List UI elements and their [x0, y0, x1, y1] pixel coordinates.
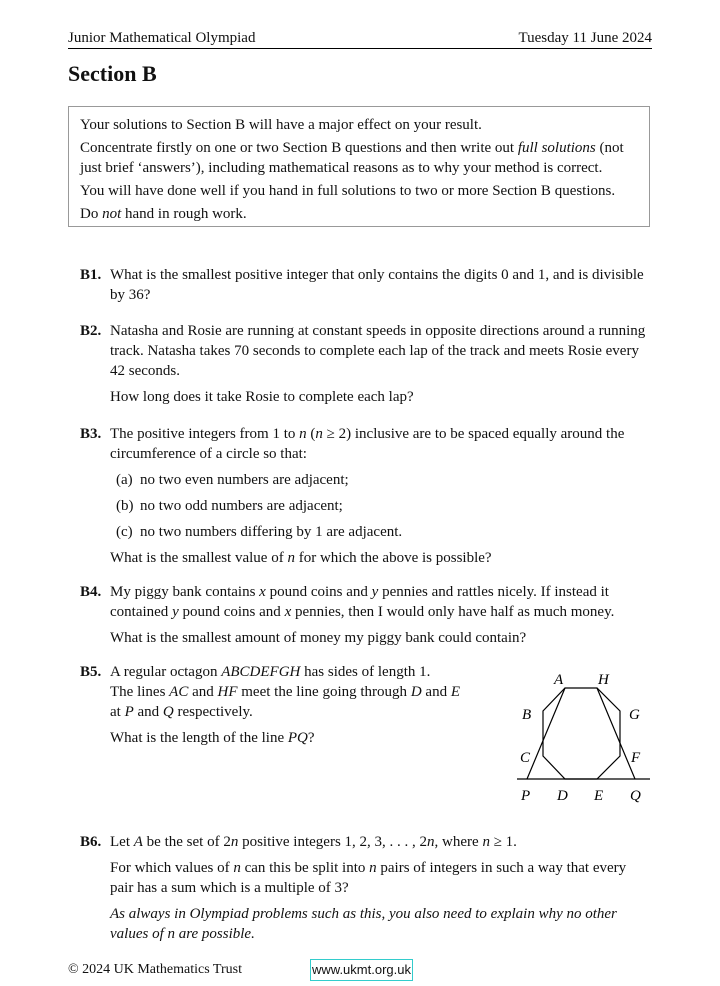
condition-a: (a) no two even numbers are adjacent;	[116, 472, 349, 488]
question-number: B5.	[80, 664, 102, 680]
question-prompt: For which values of n can this be split into n pairs of integers in such a way that every pair has a sum which is a multiple of 3?	[110, 860, 627, 896]
question-text: A regular octagon ABCDEFGH has sides of length 1. The lines AC and HF meet the line going through D and E at P and Q respectively.	[110, 664, 460, 720]
question-text: What is the smallest positive integer that only contains the digits 0 and 1, and is divisible by 36?	[110, 267, 644, 303]
question-prompt: What is the smallest amount of money my piggy bank could contain?	[110, 630, 527, 646]
question-text: My piggy bank contains x pound coins and y pennies and rattles nicely. If instead it contained y pound coins and x pennies, then I would only have half as much money.	[110, 584, 615, 620]
octagon-diagram	[505, 666, 655, 806]
label-d: D	[557, 788, 568, 804]
olympiad-note: As always in Olympiad problems such as this, you also need to explain why no other values of n are possible.	[110, 906, 617, 942]
instruction-line: Your solutions to Section B will have a major effect on your result.	[80, 117, 482, 133]
line-hf	[597, 688, 635, 779]
line-ac	[527, 688, 565, 779]
question-number: B3.	[80, 426, 102, 442]
condition-c: (c) no two numbers differing by 1 are adjacent.	[116, 524, 403, 540]
question-text: Let A be the set of 2n positive integers 1, 2, 3, . . . , 2n, where n ≥ 1.	[110, 834, 517, 850]
question-b2	[80, 321, 652, 407]
ukmt-website-link[interactable]: www.ukmt.org.uk	[310, 959, 413, 981]
label-e: E	[594, 788, 604, 804]
label-c: C	[520, 750, 531, 766]
page-header	[68, 28, 652, 49]
competition-name: Junior Mathematical Olympiad	[68, 30, 256, 46]
question-number: B4.	[80, 584, 102, 600]
condition-b: (b) no two odd numbers are adjacent;	[116, 498, 343, 514]
instruction-line: Concentrate firstly on one or two Section B questions and then write out full solutions (not just brief ‘answers’), including mathematical reasons as to why your method is correct.	[80, 140, 624, 176]
label-g: G	[629, 707, 640, 723]
instruction-line: You will have done well if you hand in full solutions to two or more Section B questions.	[80, 183, 616, 199]
copyright-text: © 2024 UK Mathematics Trust	[68, 962, 242, 977]
question-b1	[80, 265, 652, 305]
question-number: B1.	[80, 267, 102, 283]
question-number: B6.	[80, 834, 102, 850]
question-prompt: How long does it take Rosie to complete each lap?	[110, 389, 414, 405]
question-prompt: What is the length of the line PQ?	[110, 730, 315, 746]
instructions-box	[68, 106, 650, 227]
octagon-shape	[543, 688, 620, 779]
section-title: Section B	[68, 61, 157, 86]
octagon-figure	[505, 666, 655, 806]
question-text: Natasha and Rosie are running at constant speeds in opposite directions around a running track. Natasha takes 70 seconds to complete each lap of the track and meets Rosie every 42 seconds.	[110, 323, 646, 379]
question-b6	[80, 832, 652, 944]
label-q: Q	[630, 788, 641, 804]
label-b: B	[522, 707, 532, 723]
exam-date: Tuesday 11 June 2024	[518, 30, 652, 46]
question-b3	[80, 424, 652, 568]
question-b4	[80, 582, 652, 648]
label-f: F	[631, 750, 641, 766]
label-a: A	[554, 672, 564, 688]
question-prompt: What is the smallest value of n for which the above is possible?	[110, 550, 492, 566]
question-number: B2.	[80, 323, 102, 339]
label-h: H	[598, 672, 609, 688]
question-text: The positive integers from 1 to n (n ≥ 2) inclusive are to be spaced equally around the circumference of a circle so that:	[110, 426, 625, 462]
instruction-line: Do not hand in rough work.	[80, 206, 247, 222]
label-p: P	[521, 788, 531, 804]
